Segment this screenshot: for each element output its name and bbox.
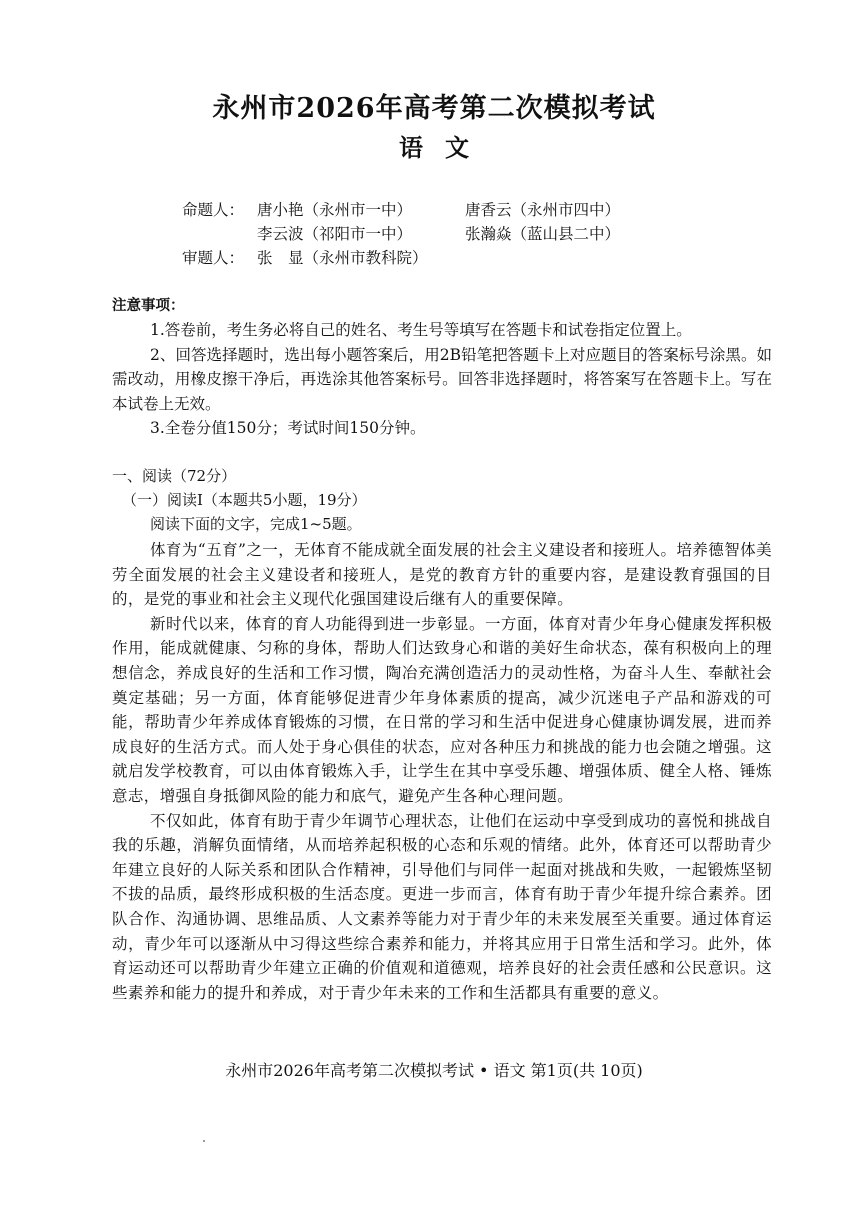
notice-title: 注意事项：: [112, 298, 185, 314]
section-subheading: （一）阅读Ⅰ（本题共5小题，19分）: [122, 491, 367, 509]
exam-title: 永州市2026年高考第二次模拟考试: [212, 93, 656, 124]
notice-item: 2、回答选择题时，选出每小题答案后，用2B铅笔把答题卡上对应题目的答案标号涂黑。如需改动，用橡皮擦干净后，再选涂其他答案标号。回答非选择题时，将答案写在答题卡上。写在本试卷上无效。: [112, 345, 772, 413]
subject-title: 语文: [399, 133, 491, 162]
passage-paragraph: 新时代以来，体育的育人功能得到进一步彰显。一方面，体育对青少年身心健康发挥积极作用，能成就健康、匀称的身体，帮助人们达致身心和谐的美好生命状态，葆有积极向上的理想信念，养成良好的生活和工作习惯，陶冶充满创造活力的灵动性格，为奋斗人生、奉献社会奠定基础；另一方面，体育能够促进青少年身体素质的提高，减少沉迷电子产品和游戏的可能，帮助青少年养成体育锻炼的习惯，在日常的学习和生活中促进身心健康协调发展，进而养成良好的生活方式。而人处于身心俱佳的状态，应对各种压力和挑战的能力也会随之增强。这就启发学校教育，可以由体育锻炼入手，让学生在其中享受乐趣、增强体质、健全人格、锤炼意志，增强自身抵御风险的能力和底气，避免产生各种心理问题。: [112, 614, 772, 805]
proposer-name: 唐香云（永州市四中）: [465, 201, 621, 219]
speck: [203, 1140, 205, 1142]
proposer-name: 张瀚焱（蓝山县二中）: [465, 225, 621, 243]
reviewer-name: 张 显（永州市教科院）: [257, 249, 428, 267]
proposer-name: 唐小艳（永州市一中）: [257, 201, 413, 219]
notice-item: 1.答卷前，考生务必将自己的姓名、考生号等填写在答题卡和试卷指定位置上。: [150, 321, 692, 339]
reading-passage: [112, 538, 772, 1005]
section-instruction: 阅读下面的文字，完成1~5题。: [150, 515, 362, 533]
passage-paragraph: 不仅如此，体育有助于青少年调节心理状态，让他们在运动中享受到成功的喜悦和挑战自我的乐趣，消解负面情绪，从而培养起积极的心态和乐观的情绪。此外，体育还可以帮助青少年建立良好的人际关系和团队合作精神，引导他们与同伴一起面对挑战和失败，一起锻炼坚韧不拔的品质，最终形成积极的生活态度。更进一步而言，体育有助于青少年提升综合素养。团队合作、沟通协调、思维品质、人文素养等能力对于青少年的未来发展至关重要。通过体育运动，青少年可以逐渐从中习得这些综合素养和能力，并将其应用于日常生活和学习。此外，体育运动还可以帮助青少年建立正确的价值观和道德观，培养良好的社会责任感和公民意识。这些素养和能力的提升和养成，对于青少年未来的工作和生活都具有重要的意义。: [112, 811, 772, 1002]
proposer-label: 命题人：: [182, 201, 245, 219]
page-footer: 永州市2026年高考第二次模拟考试 • 语文 第1页(共 10页): [225, 1061, 643, 1080]
authors-block: [182, 198, 620, 270]
notice-item: 3.全卷分值150分；考试时间150分钟。: [150, 419, 426, 437]
proposer-row-1: [182, 198, 620, 222]
notice-list: [112, 318, 772, 441]
passage-paragraph: 体育为“五育”之一，无体育不能成就全面发展的社会主义建设者和接班人。培养德智体美劳全面发展的社会主义建设者和接班人，是党的教育方针的重要内容，是建设教育强国的目的，是党的事业和社会主义现代化强国建设后继有人的重要保障。: [112, 541, 772, 609]
reviewer-row: [182, 246, 620, 270]
proposer-row-2: [182, 222, 620, 246]
proposer-name: 李云波（祁阳市一中）: [257, 225, 413, 243]
section-heading: 一、阅读（72分）: [112, 467, 237, 485]
reviewer-label: 审题人：: [182, 249, 245, 267]
